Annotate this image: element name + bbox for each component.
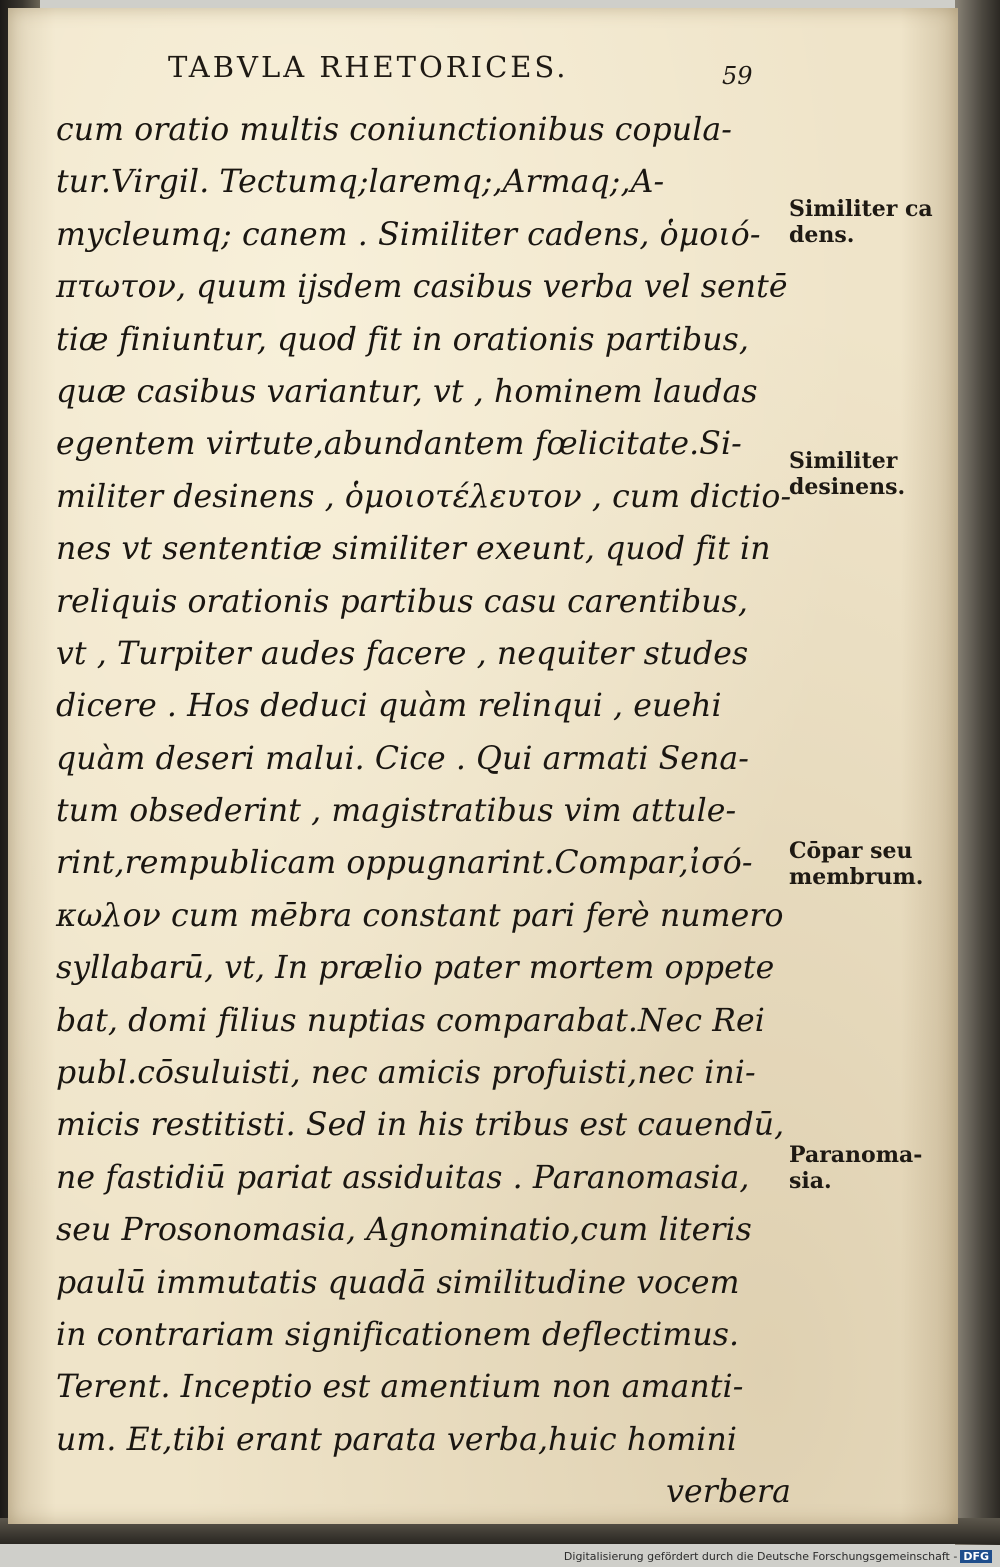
text-line: cum oratio multis coniunctionibus copula- [56,112,732,148]
text-line: paulū immutatis quadā similitudine vocem [56,1264,740,1301]
text-line: seu Prosonomasia, Agnominatio,cum literis [56,1212,752,1249]
marginal-note-compar: Cōpar seu membrum. [789,838,924,890]
text-line: mycleumq; canem . Similiter cadens, ὁμοιό- [56,216,761,253]
dfg-logo: DFG [960,1550,992,1563]
text-line: tum obsederint , magistratibus vim attule- [56,793,737,830]
marginal-note-paranomasia: Paranoma- sia. [789,1142,923,1194]
marginal-note-similiter-cadens: Similiter ca dens. [789,196,933,248]
text-line: dicere . Hos deduci quàm relinqui , euehi [56,688,722,725]
text-line: bat, domi filius nuptias comparabat.Nec Rei [56,1002,765,1039]
credit-text: Digitalisierung gefördert durch die Deutsche Forschungsgemeinschaft - [563,1550,958,1563]
text-line: publ.cōsuluisti, nec amicis profuisti,nec ini- [56,1055,756,1092]
text-line: πτωτον, quum ijsdem casibus verba vel sentē [56,269,788,306]
text-line: micis restitisti. Sed in his tribus est cauendū, [56,1107,785,1144]
digitization-credit [564,1550,992,1563]
book-right-edge [955,0,1000,1545]
text-line: nes vt sententiæ similiter exeunt, quod fit in [56,531,771,568]
main-text-block [56,104,791,1519]
text-line: Terent. Inceptio est amentium non amanti- [56,1369,744,1406]
text-line: tur.Virgil. Tectumq;laremq;,Armaq;,A- [56,164,665,201]
text-line: quàm deseri malui. Cice . Qui armati Sena- [56,740,750,777]
text-line: κωλον cum mēbra constant pari ferè numero [56,897,784,934]
catchword-line: verbera [666,1474,791,1511]
text-line: militer desinens , ὁμοιοτέλευτον , cum dictio- [56,478,792,515]
text-line: syllabarū, vt, In prælio pater mortem oppete [56,950,775,987]
text-line: vt , Turpiter audes facere , nequiter studes [56,635,749,672]
text-line: rint,rempublicam oppugnarint.Compar,ἰσό- [56,845,753,882]
running-title: TABVLA RHETORICES. [168,50,569,84]
text-line: egentem virtute,abundantem fœlicitate.Si- [56,426,742,463]
text-line: reliquis orationis partibus casu carentibus, [56,583,749,620]
page-number: 59 [722,62,753,90]
text-line: tiæ finiuntur, quod fit in orationis partibus, [56,321,749,358]
text-line: ne fastidiū pariat assiduitas . Paranomasia, [56,1159,750,1196]
text-line: quæ casibus variantur, vt , hominem laudas [56,373,758,410]
text-line: um. Et,tibi erant parata verba,huic homini [56,1421,738,1458]
text-line: in contrariam significationem deflectimus. [56,1316,740,1353]
marginal-note-similiter-desinens: Similiter desinens. [789,448,906,500]
